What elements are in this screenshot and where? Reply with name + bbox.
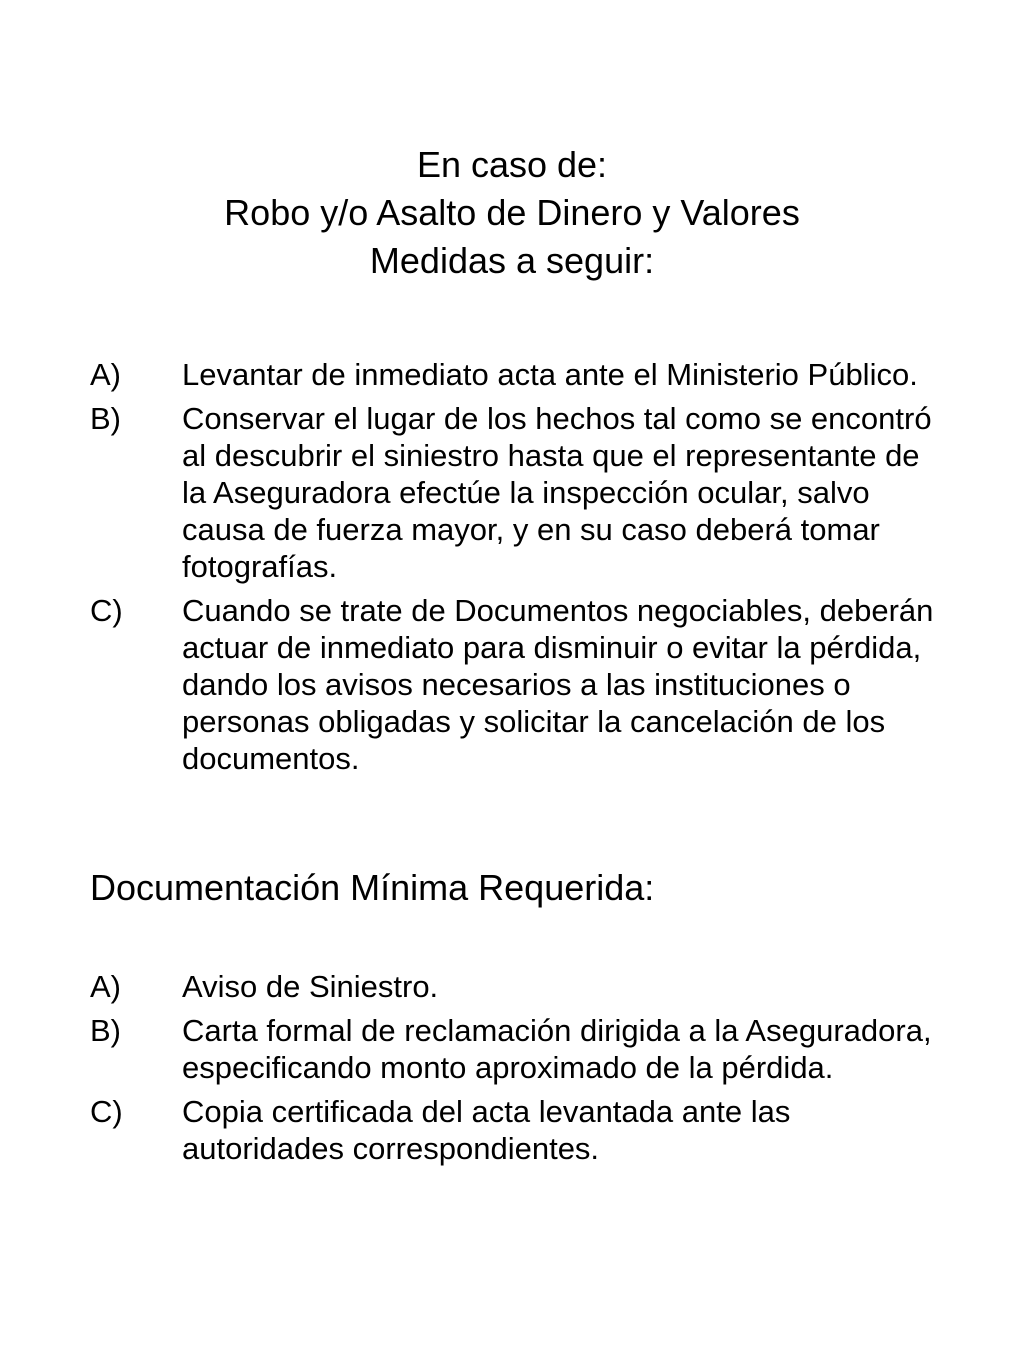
measures-list: [90, 356, 950, 784]
list-item-text: Carta formal de reclamación dirigida a la Aseguradora, especificando monto aproximado de la pérdida.: [182, 1013, 932, 1085]
documentation-item-c: [90, 1093, 950, 1167]
slide-title: [0, 141, 1024, 285]
list-item-text: Conservar el lugar de los hechos tal como se encontró al descubrir el siniestro hasta que el representante de la Aseguradora efectúe la inspección ocular, salvo causa de fuerza mayor, y en su caso deberá tomar fotografías.: [182, 401, 932, 584]
list-marker: B): [90, 401, 121, 436]
measure-item-c: [90, 592, 950, 777]
list-marker: A): [90, 357, 121, 392]
list-marker: C): [90, 1094, 123, 1129]
documentation-heading: Documentación Mínima Requerida:: [90, 867, 655, 908]
list-marker: C): [90, 593, 123, 628]
title-line-2: Robo y/o Asalto de Dinero y Valores: [224, 192, 800, 233]
list-marker: A): [90, 969, 121, 1004]
documentation-list: [90, 968, 950, 1174]
documentation-item-b: [90, 1012, 950, 1086]
list-item-text: Cuando se trate de Documentos negociables, deberán actuar de inmediato para disminuir o evitar la pérdida, dando los avisos necesarios a las instituciones o personas obligadas y solicitar la cancelación de los documentos.: [182, 593, 934, 776]
title-line-1: En caso de:: [416, 144, 608, 185]
title-line-3: Medidas a seguir:: [369, 240, 655, 281]
list-item-text: Copia certificada del acta levantada ante las autoridades correspondientes.: [182, 1094, 791, 1166]
list-marker: B): [90, 1013, 121, 1048]
list-item-text: Aviso de Siniestro.: [182, 969, 439, 1004]
measure-item-a: [90, 356, 950, 393]
measure-item-b: [90, 400, 950, 585]
documentation-item-a: [90, 968, 950, 1005]
list-item-text: Levantar de inmediato acta ante el Ministerio Público.: [182, 357, 918, 392]
